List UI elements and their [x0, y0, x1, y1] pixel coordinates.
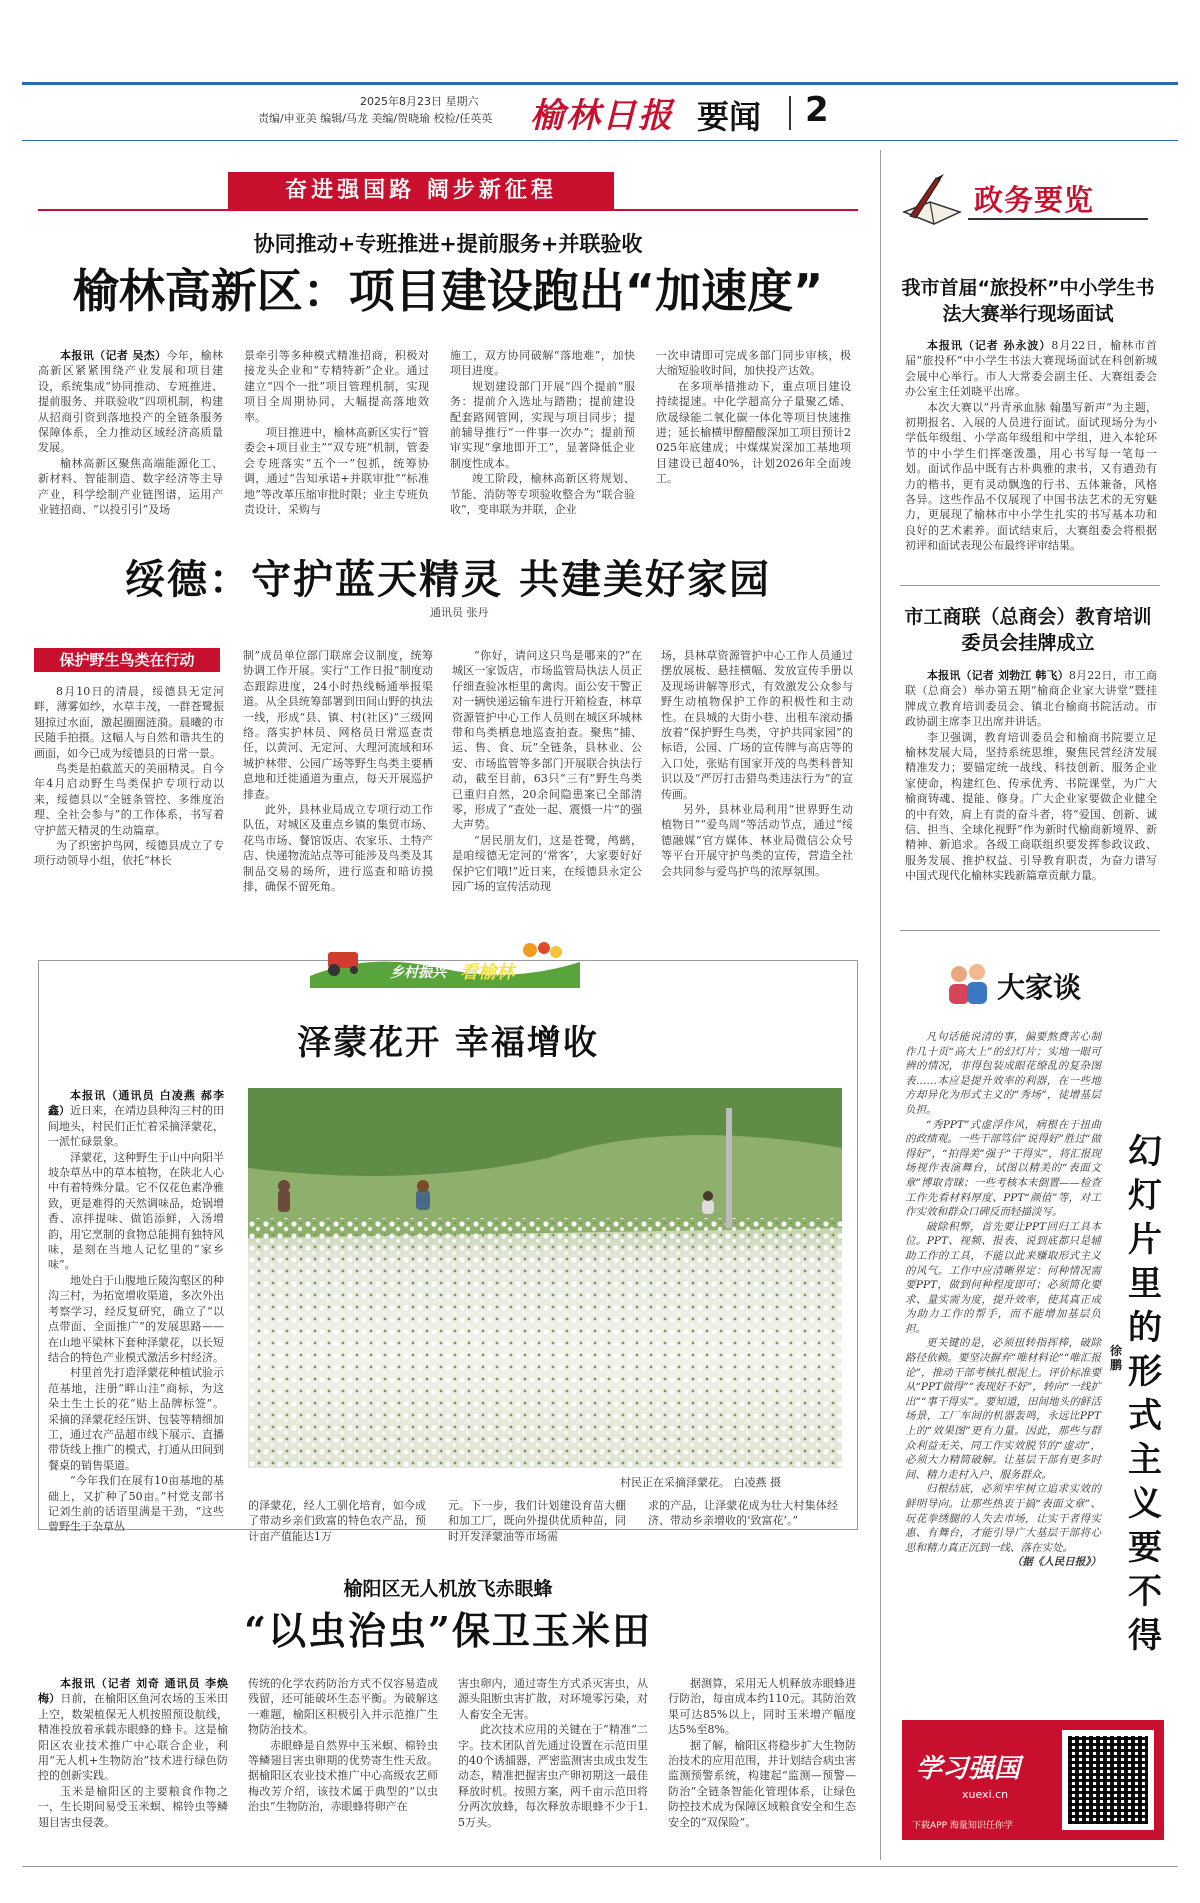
sidebar1-headline: 我市首届“旅投杯”中小学生书法大赛举行现场面试 [901, 277, 1155, 325]
story1-col1-p2: 榆林高新区聚焦高端能源化工、新材料、智能制造、数字经济等主导产业，科学绘制产业链图谱，运用产业链招商、“以投引引”及场 [38, 456, 223, 517]
sidebar1-p1: 8月22日，榆林市首届“旅投杯”中小学生书法大赛现场面试在科创新城会展中心举行。市人大常委会副主任、大赛组委会办公室主任刘晓平出席。 [905, 339, 1157, 399]
ad-banner[interactable] [902, 1720, 1164, 1840]
sidebar2-byline: 本报讯（记者 刘勃江 韩飞） [927, 669, 1069, 682]
story3-col2-p1: 传统的化学农药防治方式不仅容易造成残留，还可能破坏生态平衡。为破解这一难题，榆阳区积极引入并示范推广生物防治技术。 [248, 1677, 438, 1737]
section-name: 要闻 [697, 98, 762, 136]
opinion-author: 徐鹏 [1110, 1344, 1123, 1372]
story1-col3-p1: 施工，双方协同破解“落地难”，加快项目进度。 [450, 349, 635, 378]
rural-p4: 村里首先打造泽蒙花种植试验示范基地，注册“畔山洼”商标，为这朵土生土长的花“贴上品牌标签”。采摘的泽蒙花经压饼、包装等精细加工，通过农产品超市线下展示、直播带货线上推广的模式，打通从田间到餐桌的销售渠道。 [48, 1366, 224, 1472]
rural-photo [248, 1088, 842, 1468]
story1-col-2 [244, 348, 429, 516]
story2-col-4 [661, 648, 853, 878]
rural-col-4 [648, 1498, 838, 1528]
story3-col4-p1: 据测算，采用无人机释放赤眼蜂进行防治，每亩成本约110元。其防治效果可达85%以上，同时玉米增产幅度达5%至8%。 [668, 1677, 856, 1737]
rural-byline: 本报讯（通讯员 白凌燕 郝李鑫） [48, 1089, 224, 1118]
rural-p1: 近日来，在靖边县种沟三村的田间地头，村民们正忙着采摘泽蒙花，一派忙碌景象。 [48, 1104, 224, 1149]
ad-brand: 学习强国 [916, 1754, 1021, 1784]
opinion-header [945, 960, 1145, 1010]
story2-headline: 绥德：守护蓝天精灵 共建美好家园 [125, 556, 771, 603]
sidebar-rule-1 [900, 585, 1160, 586]
flower-field-illustration [248, 1088, 842, 1468]
story2-col3-p2: “居民朋友们，这是苍鹭，鸬鹚，是咱绥德无定河的‘常客’，大家要好好保护它们哦!”近日来，在绥德县永定公园广场的宣传活动现 [452, 833, 642, 894]
section-divider [789, 96, 791, 130]
story3-col-2 [248, 1676, 438, 1856]
story2-col2-p1: 制”成员单位部门联席会议制度，统筹协调工作开展。实行“工作日报”制度动态跟踪进度，24小时热线畅通举报渠道。从全县统筹部署到田间山野的执法一线，形成“县、镇、村(社区)”三级网络。落实护林员、网格员日常巡查责任，以黄河、无定河、大理河流域和环城护林带、公园广场等野生鸟类主要栖息地和迁徙通道为重点，每天开展巡护排查。 [243, 649, 433, 801]
rural-col-3 [448, 1498, 626, 1543]
sidebar2-headline: 市工商联（总商会）教育培训委员会挂牌成立 [904, 606, 1152, 654]
opinion-p2: “秀PPT”式虚浮作风，病根在于扭曲的政绩观。一些干部笃信“说得好”胜过“做得好”，“拍得美”强于“干得实”，将汇报现场视作表演舞台，试图以精美的“表面文章”博取青睐；一些考核本末倒置——检查工作先看材料厚度、PPT“颜值”等，对工作实效和群众口碑反而轻描淡写。 [905, 1118, 1101, 1219]
caption-text: 村民正在采摘泽蒙花。 [620, 1476, 730, 1489]
story1-col1-p1: 今年，榆林高新区紧紧围绕产业发展和项目建设，系统集成“协同推动、专班推进、提前服务、并联验收”四项机制，构建从招商引资到落地投产的全链条服务保障体系，全力推动区域经济高质量发展。 [38, 349, 223, 455]
story3-col4-p2: 据了解，榆阳区将稳步扩大生物防治技术的应用范围，并计划结合病虫害监测预警系统，构建起“监测—预警—防治”全链条智能化管理体系，让绿色防控技术成为保障区域粮食安全和生态安全的“双保险”。 [668, 1738, 856, 1829]
page-number: 2 [805, 90, 829, 130]
rural-col2-text: 的泽蒙花，经人工驯化培育，如今成了带动乡亲们致富的特色农产品，预计亩产值能达1万 [248, 1499, 426, 1543]
sidebar1-body [905, 338, 1157, 566]
opinion-p4: 更关键的是，必须扭转指挥棒，破除路径依赖。要坚决摒弃“唯材料论”“唯汇报论”，推动干部考核扎根泥土。评价标准要从“PPT做得”“表现好不好”，转向“一线扩出”“事干得实”。要知道，田间地头的鲜活场景，工厂车间的机器轰鸣，永远比PPT上的“效果图”更有力量。因此，那些与群众利益无关、同工作实效脱节的“虚动”，必须大力精简破解。让基层干部有更多时间、精力走村入户、服务群众。 [905, 1337, 1101, 1481]
story1-col2-p1: 景牵引等多种模式精准招商，积极对接龙头企业和“专精特新”企业。通过建立“四个一批”项目管理机制，实现项目全周期协同，大幅提高落地效率。 [244, 349, 429, 424]
story3-col-3 [458, 1676, 648, 1856]
story1-col4-p1: 一次申请即可完成多部门同步审核，极大缩短验收时间，加快投产达效。 [656, 349, 851, 378]
story1-col-1 [38, 348, 223, 516]
opinion-p1: 凡句话能说清的事，偏要熬费苦心制作几十页“高大上”的幻灯片；实地一眼可辨的情况，非得包装成眼花缭乱的复杂图表……本应是提升效率的利器，在一些地方却异化为形式主义的“秀场”，徒增基层负担。 [905, 1031, 1101, 1116]
story1-col4-p2: 在多项举措推动下，重点项目建设持续提速。中化学超高分子量聚乙烯、欣晟绿能二氧化碳一体化等项目快速推进；延长榆横甲醇醋酸深加工项目预计2025年底建成；中煤煤炭深加工基地项目建设已超40%，计划2026年全面竣工。 [656, 379, 851, 486]
story1-col3-p3: 竣工阶段，榆林高新区将规划、节能、消防等专项验收整合为“联合验收”，变串联为并联，企业 [450, 472, 635, 517]
story2-col-3 [452, 648, 642, 894]
opinion-headline: 幻灯片里的形式主义要不得 [1128, 1132, 1162, 1656]
sidebar2-p1: 8月22日，市工商联（总商会）举办第五期“榆商企业家大讲堂”暨挂牌成立教育培训委员会、镇北台榆商书院活动。市政协副主席李卫出席并讲话。 [905, 669, 1157, 729]
sidebar1-p2: 本次大赛以“丹青承血脉 翰墨写新声”为主题，初期报名、入展的人员进行面试。面试现场分为小学低年级组、小学高年级组和中学组，进入本轮环节的中小学生们挥毫泼墨，用心书写每一笔每一划。面试作品中既有古朴典雅的隶书，又有遒劲有力的楷书，更有灵动飘逸的行书、五体兼备，风格各异。这些作品不仅展现了中国书法艺术的无穷魅力，更展现了榆林市中小学生扎实的书写基本功和良好的艺术素养。面试结束后，大赛组委会将根据初评和面试表现公布最终评审结果。 [905, 400, 1157, 553]
story1-col-4 [656, 348, 851, 516]
rural-p3: 地处白于山腹地丘陵沟壑区的种沟三村，为拓宽增收渠道，多次外出考察学习，经反复研究，确立了“以点带面、全面推广”的发展思路——在山地平梁林下套种泽蒙花，以长短结合的特色产业模式激活乡村经济。 [48, 1273, 224, 1364]
story1-col-3 [450, 348, 635, 516]
rural-logo-text2: 看榆林 [460, 962, 514, 983]
story3-col2-p2: 赤眼蜂是自然界中玉米螟、棉铃虫等鳞翅目害虫卵期的优势寄生性天敌。据榆阳区农业技术推广中心高级农艺师梅改芳介绍，该技术属于典型的“以虫治虫”生物防治，赤眼蜂将卵产在 [248, 1738, 438, 1814]
qr-code [1062, 1730, 1154, 1830]
rural-p2: 泽蒙花，这种野生于山中向阳半坡杂草丛中的草本植物，在陕北人心中有着特殊分量。它不仅花色素净雅致，更是难得的天然调味品，炝锅增香、凉拌提味、做馅添鲜，入汤增韵，用它烹制的食物总能拥有独特风味，是刻在当地人记忆里的“家乡味”。 [48, 1150, 224, 1272]
rural-logo [310, 932, 580, 988]
opinion-p5: 归根结底，必须牢牢树立追求实效的鲜明导向。让那些热衷于搞“表面文章”、玩花拳绣腿的人失去市场，让实干者得实惠、有舞台，才能引导广大基层干部将心思和精力真正沉到一线、落在实处。 [905, 1483, 1101, 1554]
story1-byline: 本报讯（记者 吴杰） [60, 349, 167, 362]
story2-col4-p1: 场，县林草资源管护中心工作人员通过摆放展板、悬挂横幅、发放宣传手册以及现场讲解等形式，有效激发公众参与野生动植物保护工作的积极性和主动性。在县城的大街小巷、出租车滚动播放着“保护野生鸟类，守护共同家园”的标语，公园、广场的宣传牌与高店等的入口处，张贴有国家开茂的鸟类科普知识以及“严厉打击猎鸟类违法行为”的宣传画。 [661, 649, 853, 801]
issue-date [360, 93, 479, 109]
story2-col2-p2: 此外，县林业局成立专项行动工作队伍，对城区及重点乡镇的集贸市场、花鸟市场、餐馆饭店、农家乐、土特产店、快递物流站点等可能涉及鸟类及其制品交易的场所，进行巡查和暗访摸排，确保不留死角。 [243, 803, 433, 894]
story2-col1-p1: 8月10日的清晨，绥德县无定河畔，薄雾如纱，水草丰茂，一群苍鹭振翅掠过水面，激起圈圈涟漪。晨曦的市民随手拍摄。这幅人与自然和谐共生的画面，如今已成为绥德县的日常一景。 [34, 685, 224, 760]
rural-col4-text: 求的产品，让泽蒙花成为壮大村集体经济、带动乡亲增收的‘致富花’。” [648, 1499, 838, 1528]
book-quill-icon [900, 172, 970, 228]
theme-banner: 奋进强国路 阔步新征程 [228, 172, 614, 210]
opinion-p3: 破除积弊，首先要让PPT回归工具本位。PPT、视频、报表、说到底都只是辅助工作的工具，不能以此来赚取形式主义的风气。工作中应清晰界定：何种情况需要PPT，做到何种程度即可；必须简化要求、量实需为度，提升效率，使其真正成为助力工作的帮手，而不能增加基层负担。 [905, 1220, 1101, 1335]
sidebar2-body [905, 668, 1157, 914]
story2-byline: 通讯员 张丹 [430, 606, 489, 619]
sidebar-rule-2 [900, 930, 1160, 931]
story1-col2-p2: 项目推进中，榆林高新区实行“管委会+项目业主”“双专班”机制，管委会专班落实“五个一”包抓，统筹协调，通过“告知承诺+并联审批”“标准地”等改革压缩审批时限；业主专班负责设计、采购与 [244, 426, 429, 517]
sidebar-header-text: 政务要览 [974, 183, 1095, 217]
rural-col3-text: 元。下一步，我们计划建设育苗大棚和加工厂，既向外提供优质种苗，同时开发泽蒙油等市场需 [448, 1499, 626, 1543]
story1-kicker: 协同推动+专班推进+提前服务+并联验收 [253, 231, 643, 256]
paper-logo: 榆林日报 [530, 96, 674, 136]
story2-col-2 [243, 648, 433, 894]
sidebar1-byline: 本报讯（记者 孙永波） [927, 339, 1052, 352]
opinion-source: （据《人民日报》） [1011, 1556, 1101, 1569]
date-text: 2025年8月23日 [360, 95, 442, 108]
story3-kicker: 榆阳区无人机放飞赤眼蜂 [343, 1578, 553, 1600]
story3-col1-p2: 玉米是榆阳区的主要粮食作物之一，生长期间易受玉米螟、棉铃虫等鳞翅目害虫侵袭。 [38, 1784, 228, 1829]
opinion-header-text: 大家谈 [997, 971, 1082, 1004]
story3-col3-p1: 害虫卵内，通过寄生方式杀灭害虫，从源头阻断虫害扩散，对环境零污染，对人畜安全无害。 [458, 1677, 648, 1721]
bottom-rule [22, 1866, 1178, 1867]
story2-col-1 [34, 684, 224, 870]
rural-logo-text: 乡村振兴 [390, 965, 446, 981]
story1-col3-p2: 规划建设部门开展“四个提前”服务：提前介入选址与踏勘；提前建设配套路网管网，实现与项目同步；提前辅导推行“一件事一次办”；提前预审实现“拿地即开工”，显著降低企业制度性成本。 [450, 379, 635, 470]
opinion-body [905, 1030, 1101, 1670]
sidebar-header [900, 170, 1160, 230]
story2-col1-p2: 鸟类是拍截蓝天的美丽精灵。自今年4月启动野生鸟类保护专项行动以来，绥德县以“全链条管控、多维度治理、全社会参与”的工作体系，书写着守护蓝天精灵的生动篇章。 [34, 762, 224, 837]
story3-col1-p1: 日前，在榆阳区鱼河农场的玉米田上空，数架植保无人机按照预设航线，精准投放着承载赤眼蜂的蜂卡。这是榆阳区农业技术推广中心联合企业，利用“无人机+生物防治”技术进行绿色防控的创新实践。 [38, 1692, 228, 1783]
story1-headline: 榆林高新区：项目建设跑出“加速度” [72, 264, 824, 318]
rural-p5: “今年我们在展有10亩基地的基础上，又扩种了50亩。”村党支部书记刘生前的话语里满是干劲，“这些曾野生于杂草丛 [48, 1474, 224, 1534]
sidebar2-p2: 李卫强调，教育培训委员会和榆商书院要立足榆林发展大局，坚持系统思维，聚焦民营经济发展精准发力；要锚定统一战线、科技创新、服务企业家使命，构建红色、传承优秀、书院课堂，为广大榆商铸魂、提能、修身。广大企业家要做企业健全的中有效，肩上有责的奋斗者，将“爱国、创新、诚信、担当、全球化视野”作为新时代榆商新境界、新精神、新追求。各级工商联组织要发挥参政议政、服务发展、推护权益、引导教育职责，为奋力谱写中国式现代化榆林实践新篇章贡献力量。 [905, 730, 1157, 883]
photographer-text: 白凌燕 摄 [733, 1476, 781, 1489]
story2-col1-p3: 为了织密护鸟网，绥德县成立了专项行动领导小组，依托“林长 [34, 839, 224, 868]
ad-slogan: 下载APP 海量知识任你学 [912, 1821, 1013, 1831]
story3-byline: 本报讯（记者 刘奇 通讯员 李焕梅） [38, 1677, 228, 1706]
editors-line: 责编/申亚美 编辑/马龙 美编/贺晓瑜 校检/任英英 [258, 112, 493, 125]
story2-col3-p1: “你好，请问这只鸟是哪来的?”在城区一家饭店，市场监管局执法人员正仔细查验冰柜里的禽肉。面公安干警正对一辆快递运输车进行开箱检查，林草资源管护中心工作人员则在城区环城林带和鸟类栖息地巡查拍查。聚焦“捕、运、售、食、玩”全链条，县林业、公安、市场监管等多部门开展联合执法行动，截至目前，63只“三有”野生鸟类已重归自然，20余间隐患案已全部清零，形成了“查处一起、震慑一片”的强大声势。 [452, 649, 642, 832]
story2-col4-p2: 另外，县林业局利用“世界野生动植物日”“爱鸟周”等活动节点，通过“绥德融媒”官方媒体、林业局微信公众号等平台开展守护鸟类的宣传，营造全社会共同参与爱鸟护鸟的浓厚氛围。 [661, 803, 853, 878]
story3-col-4 [668, 1676, 856, 1856]
weekday-text: 星期六 [445, 95, 479, 108]
sidebar-header-rule [968, 218, 1148, 220]
people-icon [945, 960, 991, 1006]
story3-col-1 [38, 1676, 228, 1856]
rural-col-2 [248, 1498, 426, 1543]
rural-col-1 [48, 1088, 224, 1534]
story3-headline: “以虫治虫”保卫玉米田 [244, 1608, 652, 1653]
top-rule [22, 82, 1178, 85]
rural-photo-caption [620, 1474, 781, 1490]
story3-col3-p2: 此次技术应用的关键在于“精准”二字。技术团队首先通过设置在示范田里的40个诱捕器，严密监测害虫成虫发生动态，精准把握害虫产卵初期这一最佳释放时机。按照方案，两千亩示范田将分两次放蜂，每次释放赤眼蜂不少于1.5万头。 [458, 1723, 648, 1829]
rural-headline: 泽蒙花开 幸福增收 [297, 1023, 599, 1063]
story2-tag: 保护野生鸟类在行动 [34, 648, 220, 672]
ad-url: xuexi.cn [962, 1788, 1009, 1801]
banner-rule [38, 209, 858, 211]
sidebar-divider [880, 150, 881, 1860]
masthead-bottom-rule [22, 140, 1178, 141]
